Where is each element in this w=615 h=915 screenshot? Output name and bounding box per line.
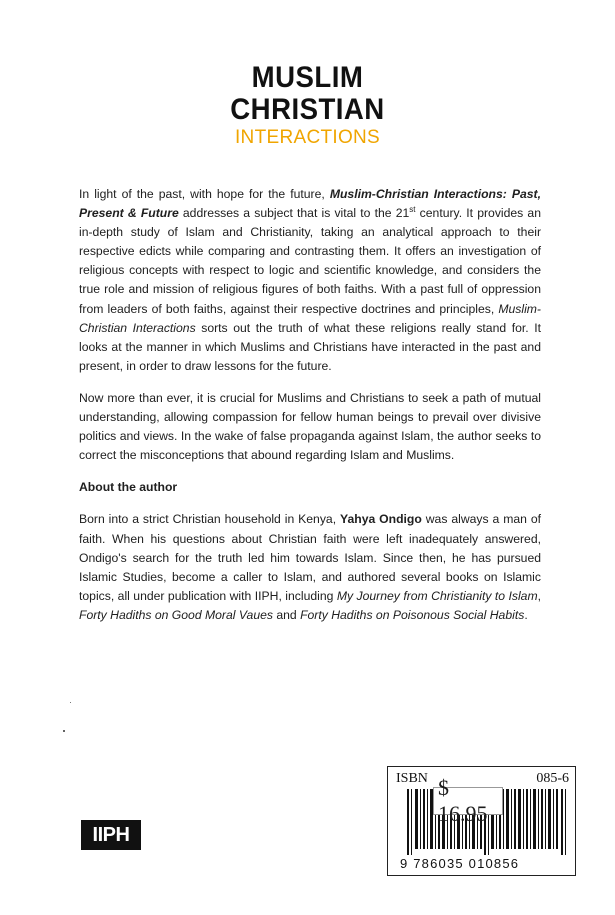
author-paragraph xyxy=(79,510,541,625)
book-title-italic: Muslim-Christian Interactions xyxy=(79,301,541,335)
title-line-2: CHRISTIAN xyxy=(230,93,385,126)
blurb-text: sorts out the truth of what these religions really stand for. It looks at the manner in which Muslims and Christians have interacted in the past and present, in order to draw lessons for the future. xyxy=(79,320,541,373)
author-text: was always a man of faith. When his questions about Christian faith were left inadequately answered, Ondigo's search for the truth led him towards Islam. Since then, he has pursued Islamic Studies, become a caller to Islam, and authored several books on Islamic topics, all under publication with IIPH, including xyxy=(79,512,541,603)
blurb-text: century. It provides an in-depth study of Islam and Christianity, taking an analytical approach to their respective edicts while comparing and contrasting them. It offers an investigation of religious concepts with respect to logic and scientific knowledge, and considers the true role and mission of religious figures of both faiths. With a past full of oppression from leaders of both faiths, against their respective doctrines and principles, xyxy=(79,206,541,316)
publisher-logo: IIPH xyxy=(81,820,141,850)
book-title-3: Forty Hadiths on Poisonous Social Habits xyxy=(300,607,525,622)
isbn-label: ISBN xyxy=(396,771,428,786)
author-heading: About the author xyxy=(79,480,178,495)
isbn-barcode-box xyxy=(387,766,576,876)
speck xyxy=(70,702,71,703)
author-text: and xyxy=(272,607,301,622)
isbn-suffix: 085-6 xyxy=(536,771,569,786)
title-block xyxy=(0,62,615,150)
blurb-paragraph-1 xyxy=(79,185,541,376)
isbn-digits: 9 786035 010856 xyxy=(400,856,520,871)
blurb xyxy=(79,185,541,625)
title-subtitle: INTERACTIONS xyxy=(234,127,381,148)
speck xyxy=(63,730,65,732)
book-title-1: My Journey from Christianity to Islam xyxy=(336,588,538,603)
book-title-2: Forty Hadiths on Good Moral Vaues xyxy=(79,607,273,622)
blurb-paragraph-2: Now more than ever, it is crucial for Muslims and Christians to seek a path of mutual understanding, allowing compassion for fellow human beings to prevail over divisive politics and views. In the wake of false propaganda against Islam, the author seeks to correct the misconceptions that abound regarding Islam and Muslims. xyxy=(79,390,541,463)
title-line-1: MUSLIM xyxy=(251,61,364,94)
blurb-text: In light of the past, with hope for the future, xyxy=(79,187,330,201)
price-sticker: $ 16.95 xyxy=(433,787,503,815)
author-text: . xyxy=(524,607,528,622)
blurb-text: addresses a subject that is vital to the 21 xyxy=(178,206,410,221)
book-title-emphasis: Muslim-Christian Interactions: Past, Present & Future xyxy=(79,187,541,221)
superscript: st xyxy=(409,205,416,215)
author-name: Yahya Ondigo xyxy=(340,512,422,527)
author-text: Born into a strict Christian household in Kenya, xyxy=(79,512,341,527)
author-text: , xyxy=(537,588,541,603)
